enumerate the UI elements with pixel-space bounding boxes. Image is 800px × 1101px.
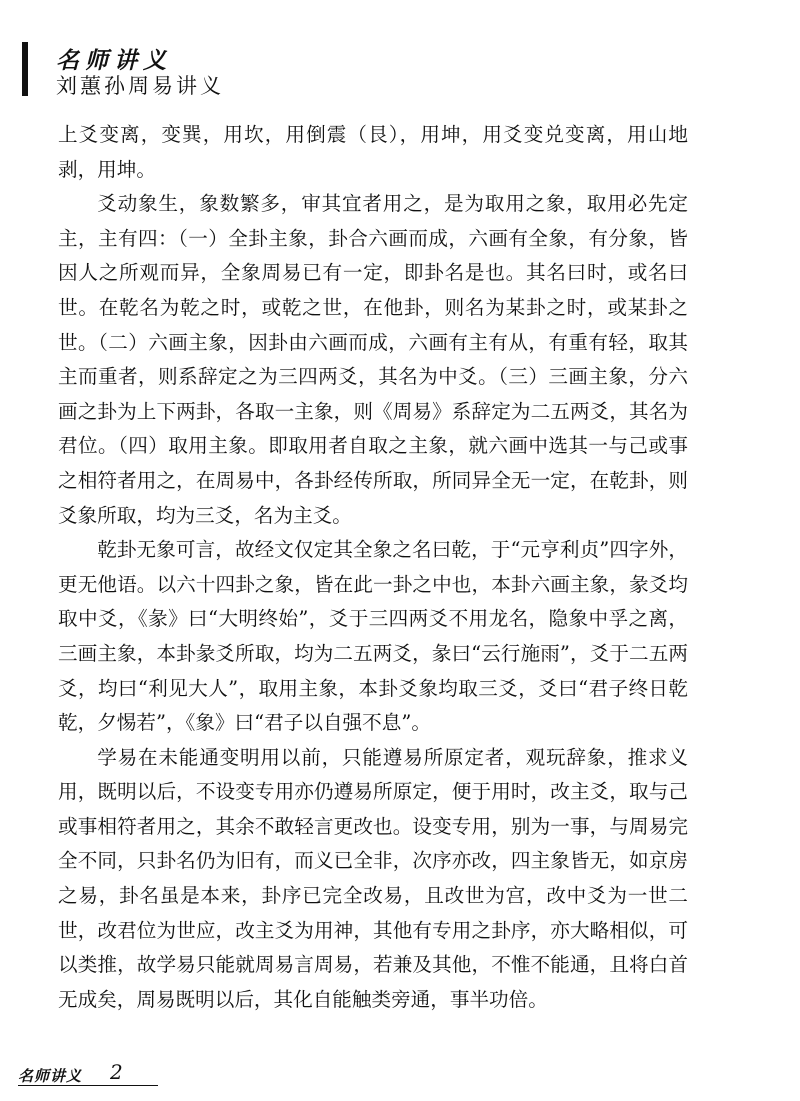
header-bar [22, 42, 28, 96]
footer-series-title: 名师讲义 [18, 1067, 83, 1085]
footer-rule [18, 1085, 158, 1086]
paragraph: 学易在未能通变明用以前，只能遵易所原定者，观玩辞象，推求义用，既明以后，不设变专用亦仍遵易所原定，便于用时，改主爻，取与己或事相符者用之，其余不敢轻言更改也。设变专用，别为一事，与周易完全不同，只卦名仍为旧有，而义已全非，次序亦改，四主象皆无，如京房之易，卦名虽是本来，卦序已完全改易，且改世为宫，改中爻为一世二世，改君位为世应，改主爻为用神，其他有专用之卦序，亦大略相似，可以类推，故学易只能就周易言周易，若兼及其他，不惟不能通，且将白首无成矣，周易既明以后，其化自能触类旁通，事半功倍。 [58, 745, 688, 1011]
book-title: 刘蕙孙周易讲义 [56, 74, 224, 98]
paragraph: 上爻变离，变巽，用坎，用倒震（艮），用坤，用爻变兑变离，用山地剥，用坤。 [58, 123, 688, 181]
page-number: 2 [110, 1060, 123, 1084]
paragraph: 乾卦无象可言，故经文仅定其全象之名曰乾，于“元亨利贞”四字外，更无他语。以六十四卦之象，皆在此一卦之中也，本卦六画主象，彖爻均取中爻，《彖》曰“大明终始”，爻于三四两爻不用龙名，隐象中孚之离，三画主象，本卦彖爻所取，均为二五两爻，彖曰“云行施雨”，爻于二五两爻，均曰“利见大人”，取用主象，本卦爻象均取三爻，爻曰“君子终日乾乾，夕惕若”，《象》曰“君子以自强不息”。 [58, 538, 688, 735]
paragraph: 爻动象生，象数繁多，审其宜者用之，是为取用之象，取用必先定主，主有四：（一）全卦主象，卦合六画而成，六画有全象，有分象，皆因人之所观而异，全象周易已有一定，即卦名是也。其名曰时，或名曰世。在乾名为乾之时，或乾之世，在他卦，则名为某卦之时，或某卦之世。（二）六画主象，因卦由六画而成，六画有主有从，有重有轻，取其主而重者，则系辞定之为三四两爻，其名为中爻。（三）三画主象，分六画之卦为上下两卦，各取一主象，则《周易》系辞定为二五两爻，其名为君位。（四）取用主象。即取用者自取之主象，就六画中选其一与己或事之相符者用之，在周易中，各卦经传所取，所同异全无一定，在乾卦，则爻象所取，均为三爻，名为主爻。 [58, 192, 688, 527]
body-text [58, 118, 688, 1017]
series-title: 名师讲义 [56, 48, 172, 74]
page-footer [18, 1062, 158, 1088]
running-header [22, 40, 262, 100]
